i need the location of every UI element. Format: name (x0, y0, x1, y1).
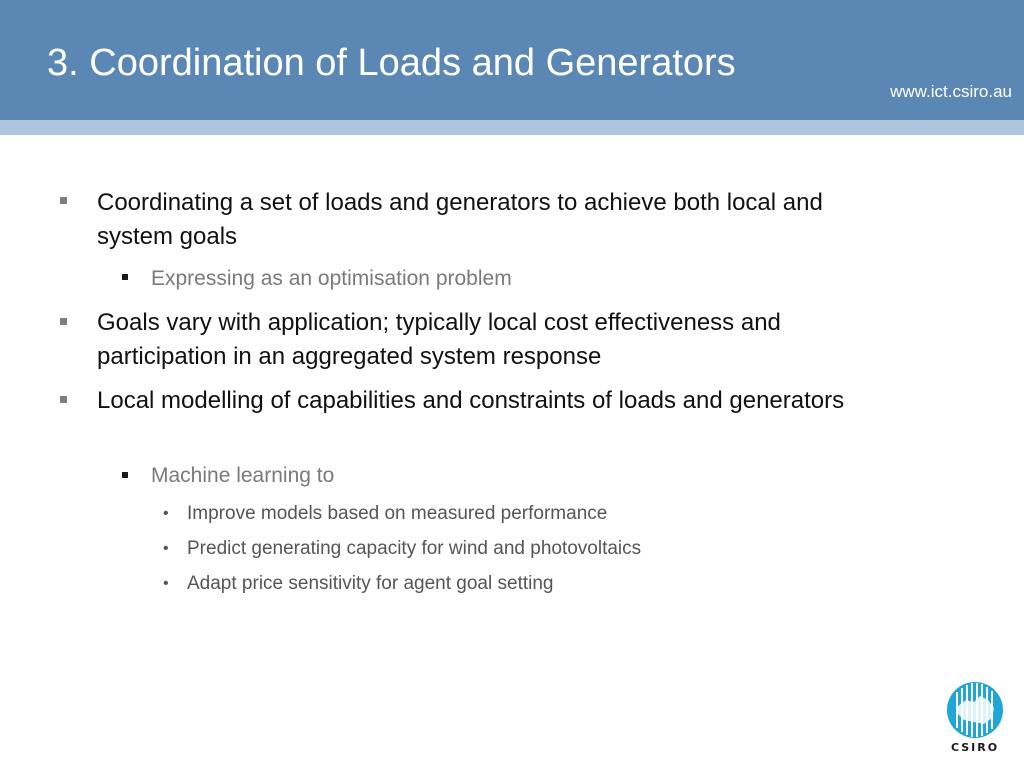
sub-sub-bullet-item: Adapt price sensitivity for agent goal setting (187, 573, 554, 594)
logo-text: CSIRO (950, 741, 1000, 754)
sub-sub-bullet-item: Predict generating capacity for wind and photovoltaics (187, 538, 642, 559)
sub-bullet-item: Machine learning to (151, 464, 335, 487)
square-bullet-icon (60, 396, 67, 403)
bullet-item: Goals vary with application; typically local cost effectiveness and participation in an aggregated system response (97, 309, 781, 370)
square-bullet-icon (60, 197, 67, 204)
sub-sub-bullet-item: Improve models based on measured performance (187, 503, 608, 524)
website-url: www.ict.csiro.au (890, 82, 1012, 101)
square-bullet-icon (122, 472, 128, 478)
dot-bullet-icon: • (163, 505, 169, 522)
slide-title: 3. Coordination of Loads and Generators (47, 42, 736, 84)
sub-bullet-item: Expressing as an optimisation problem (151, 267, 512, 290)
bullet-item: Local modelling of capabilities and constraints of loads and generators (97, 387, 845, 414)
square-bullet-icon (122, 274, 128, 280)
header-band (0, 120, 1024, 135)
dot-bullet-icon: • (163, 540, 169, 557)
dot-bullet-icon: • (163, 575, 169, 592)
bullet-item: Coordinating a set of loads and generators to achieve both local and system goals (97, 189, 823, 250)
square-bullet-icon (60, 318, 67, 325)
csiro-logo (944, 682, 1006, 754)
csiro-logo-icon (944, 682, 1006, 754)
